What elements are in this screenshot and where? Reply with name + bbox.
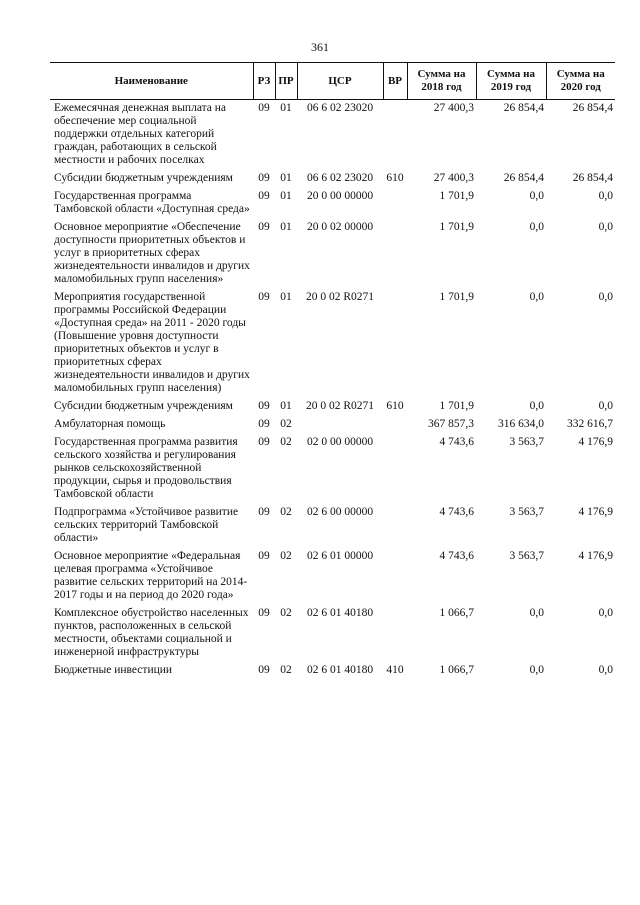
row-pr: 02 bbox=[280, 550, 292, 562]
header-pr: ПР bbox=[275, 63, 297, 100]
table-row bbox=[50, 434, 615, 504]
row-vr bbox=[383, 434, 407, 504]
row-sum-2018: 4 743,6 bbox=[439, 550, 474, 562]
row-rz: 09 bbox=[258, 190, 270, 202]
row-pr: 01 bbox=[280, 190, 292, 202]
row-name: Комплексное обустройство населенных пунктов, расположенных в сельской местности, объектами социальной и инженерной инфраструктуры bbox=[54, 607, 249, 658]
row-rz: 09 bbox=[258, 418, 270, 430]
row-sum-2020: 4 176,9 bbox=[578, 550, 613, 562]
row-csr: 02 0 00 00000 bbox=[306, 436, 374, 448]
row-sum-2018: 4 743,6 bbox=[439, 436, 474, 448]
header-row bbox=[50, 63, 615, 100]
row-name: Амбулаторная помощь bbox=[54, 418, 166, 430]
header-name: Наименование bbox=[50, 63, 253, 100]
table-row bbox=[50, 416, 615, 434]
row-vr: 610 bbox=[386, 172, 404, 184]
row-rz: 09 bbox=[258, 664, 270, 676]
row-sum-2019: 0,0 bbox=[529, 607, 544, 619]
row-sum-2018: 1 701,9 bbox=[439, 400, 474, 412]
row-pr: 01 bbox=[280, 221, 292, 233]
row-name: Государственная программа развития сельского хозяйства и регулирования рынков сельскохозяйственной продукции, сырья и продовольствия Тамбовской области bbox=[54, 436, 238, 500]
row-rz: 09 bbox=[258, 436, 270, 448]
row-sum-2018: 4 743,6 bbox=[439, 506, 474, 518]
row-rz: 09 bbox=[258, 102, 270, 114]
row-pr: 01 bbox=[280, 400, 292, 412]
row-sum-2019: 316 634,0 bbox=[498, 418, 544, 430]
row-sum-2018: 1 701,9 bbox=[439, 221, 474, 233]
row-name: Основное мероприятие «Федеральная целевая программа «Устойчивое развитие сельских территорий на 2014-2017 годы и на период до 2020 года» bbox=[54, 550, 248, 601]
header-rz: РЗ bbox=[253, 63, 275, 100]
row-name: Основное мероприятие «Обеспечение доступности приоритетных объектов и услуг в приоритетных сферах жизнедеятельности инвалидов и других маломобильных групп населения» bbox=[54, 221, 250, 285]
row-rz: 09 bbox=[258, 607, 270, 619]
row-sum-2019: 26 854,4 bbox=[503, 172, 544, 184]
row-pr: 01 bbox=[280, 291, 292, 303]
table-row bbox=[50, 100, 615, 171]
header-sum-2020: Сумма на 2020 год bbox=[546, 63, 615, 100]
row-sum-2020: 0,0 bbox=[598, 400, 613, 412]
row-sum-2019: 3 563,7 bbox=[509, 506, 544, 518]
row-name: Государственная программа Тамбовской области «Доступная среда» bbox=[54, 190, 250, 215]
row-vr bbox=[383, 219, 407, 289]
row-vr bbox=[383, 416, 407, 434]
row-sum-2019: 0,0 bbox=[529, 221, 544, 233]
budget-table bbox=[50, 62, 615, 680]
row-rz: 09 bbox=[258, 506, 270, 518]
row-csr: 20 0 02 00000 bbox=[306, 221, 374, 233]
row-sum-2018: 367 857,3 bbox=[428, 418, 474, 430]
row-sum-2020: 0,0 bbox=[598, 607, 613, 619]
row-sum-2020: 0,0 bbox=[598, 190, 613, 202]
row-vr bbox=[383, 188, 407, 219]
table-row bbox=[50, 398, 615, 416]
row-sum-2019: 0,0 bbox=[529, 664, 544, 676]
row-pr: 02 bbox=[280, 607, 292, 619]
row-sum-2019: 26 854,4 bbox=[503, 102, 544, 114]
row-name: Субсидии бюджетным учреждениям bbox=[54, 400, 233, 412]
header-vr: ВР bbox=[383, 63, 407, 100]
table-row bbox=[50, 548, 615, 605]
row-sum-2018: 27 400,3 bbox=[433, 172, 474, 184]
table-row bbox=[50, 188, 615, 219]
table-row bbox=[50, 219, 615, 289]
row-name: Подпрограмма «Устойчивое развитие сельских территорий Тамбовской области» bbox=[54, 506, 239, 544]
table-row bbox=[50, 170, 615, 188]
row-rz: 09 bbox=[258, 172, 270, 184]
row-rz: 09 bbox=[258, 400, 270, 412]
row-name: Мероприятия государственной программы Российской Федерации «Доступная среда» на 2011 - 2020 годы (Повышение уровня доступности приоритетных объектов и услуг в приоритетных сферах жизнедеятельности инвалидов и других маломобильных групп населения) bbox=[54, 291, 250, 394]
row-name: Субсидии бюджетным учреждениям bbox=[54, 172, 233, 184]
row-pr: 02 bbox=[280, 436, 292, 448]
row-sum-2019: 3 563,7 bbox=[509, 436, 544, 448]
row-sum-2019: 0,0 bbox=[529, 291, 544, 303]
row-csr: 20 0 02 R0271 bbox=[305, 400, 375, 412]
row-sum-2020: 4 176,9 bbox=[578, 506, 613, 518]
row-name: Ежемесячная денежная выплата на обеспечение мер социальной поддержки отдельных категорий граждан, работающих в сельской местности и рабочих поселках bbox=[54, 102, 227, 166]
row-sum-2019: 0,0 bbox=[529, 190, 544, 202]
row-sum-2019: 3 563,7 bbox=[509, 550, 544, 562]
row-vr bbox=[383, 605, 407, 662]
row-pr: 01 bbox=[280, 102, 292, 114]
row-csr: 06 6 02 23020 bbox=[306, 102, 374, 114]
row-sum-2020: 332 616,7 bbox=[567, 418, 613, 430]
row-csr: 20 0 00 00000 bbox=[306, 190, 374, 202]
row-sum-2020: 4 176,9 bbox=[578, 436, 613, 448]
row-sum-2019: 0,0 bbox=[529, 400, 544, 412]
row-pr: 01 bbox=[280, 172, 292, 184]
row-csr: 02 6 01 40180 bbox=[306, 607, 374, 619]
row-pr: 02 bbox=[280, 418, 292, 430]
table-row bbox=[50, 605, 615, 662]
row-vr bbox=[383, 289, 407, 398]
row-csr: 02 6 01 00000 bbox=[306, 550, 374, 562]
row-sum-2018: 1 701,9 bbox=[439, 190, 474, 202]
row-sum-2018: 1 701,9 bbox=[439, 291, 474, 303]
row-rz: 09 bbox=[258, 550, 270, 562]
row-sum-2020: 0,0 bbox=[598, 221, 613, 233]
row-sum-2020: 0,0 bbox=[598, 291, 613, 303]
row-csr: 02 6 00 00000 bbox=[306, 506, 374, 518]
row-csr: 06 6 02 23020 bbox=[306, 172, 374, 184]
row-sum-2020: 0,0 bbox=[598, 664, 613, 676]
table-row bbox=[50, 289, 615, 398]
row-csr bbox=[297, 416, 383, 434]
row-vr bbox=[383, 548, 407, 605]
row-sum-2020: 26 854,4 bbox=[572, 102, 613, 114]
row-vr bbox=[383, 504, 407, 548]
row-sum-2018: 1 066,7 bbox=[439, 664, 474, 676]
row-csr: 02 6 01 40180 bbox=[306, 664, 374, 676]
table-row bbox=[50, 504, 615, 548]
row-sum-2020: 26 854,4 bbox=[572, 172, 613, 184]
row-rz: 09 bbox=[258, 291, 270, 303]
row-rz: 09 bbox=[258, 221, 270, 233]
row-pr: 02 bbox=[280, 664, 292, 676]
row-name: Бюджетные инвестиции bbox=[54, 664, 173, 676]
table-row bbox=[50, 662, 615, 680]
header-csr: ЦСР bbox=[297, 63, 383, 100]
row-vr: 410 bbox=[386, 664, 404, 676]
row-sum-2018: 27 400,3 bbox=[433, 102, 474, 114]
row-pr: 02 bbox=[280, 506, 292, 518]
row-vr bbox=[383, 100, 407, 171]
header-sum-2019: Сумма на 2019 год bbox=[476, 63, 546, 100]
header-sum-2018: Сумма на 2018 год bbox=[407, 63, 476, 100]
row-vr: 610 bbox=[386, 400, 404, 412]
page-number: 361 bbox=[311, 40, 329, 54]
row-csr: 20 0 02 R0271 bbox=[305, 291, 375, 303]
row-sum-2018: 1 066,7 bbox=[439, 607, 474, 619]
